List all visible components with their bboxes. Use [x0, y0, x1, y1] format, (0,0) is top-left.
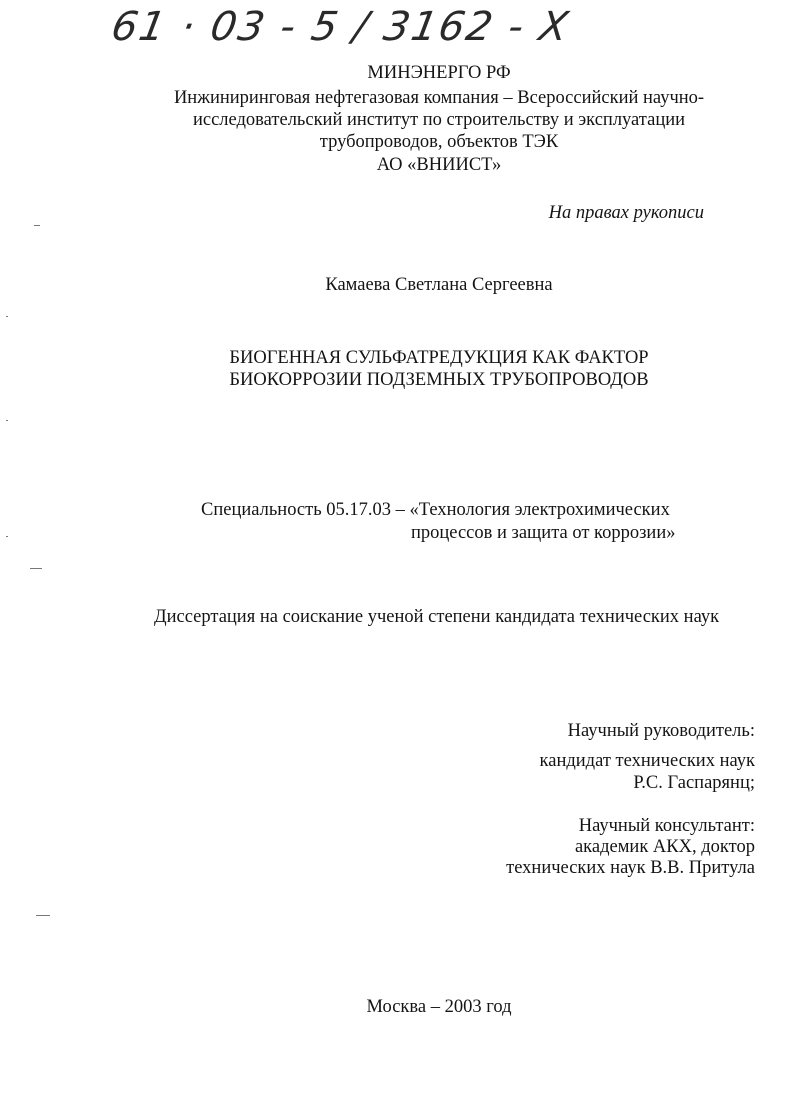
specialty-line-2: процессов и защита от коррозии»: [411, 523, 676, 543]
consultant-name: технических наук В.В. Притула: [506, 858, 755, 878]
handwritten-archive-number: 61 · 03 - 5 / 3162 - X: [107, 4, 574, 50]
supervisor-degree: кандидат технических наук: [539, 751, 755, 771]
author-name: Камаева Светлана Сергеевна: [325, 275, 553, 295]
supervisor-name: Р.С. Гаспарянц;: [633, 773, 755, 793]
scan-speck: [6, 316, 8, 317]
scan-speck: [30, 568, 42, 569]
ministry-name: МИНЭНЕРГО РФ: [367, 63, 511, 83]
organization-short-name: АО «ВНИИСТ»: [376, 155, 502, 175]
organization-line-2: исследовательский институт по строительству и эксплуатации: [192, 110, 686, 130]
dissertation-title-line-1: БИОГЕННАЯ СУЛЬФАТРЕДУКЦИЯ КАК ФАКТОР: [229, 348, 649, 368]
scan-speck: [36, 915, 50, 916]
degree-statement: Диссертация на соискание ученой степени кандидата технических наук: [154, 607, 720, 627]
scan-speck: [34, 225, 40, 226]
rights-note: На правах рукописи: [548, 203, 704, 223]
specialty-line-1: Специальность 05.17.03 – «Технология электрохимических: [201, 500, 670, 520]
supervisor-label: Научный руководитель:: [567, 721, 755, 741]
scan-speck: [6, 420, 8, 421]
city-year: Москва – 2003 год: [366, 997, 512, 1017]
organization-line-3: трубопроводов, объектов ТЭК: [319, 132, 559, 152]
consultant-title: академик АКХ, доктор: [574, 837, 755, 857]
consultant-label: Научный консультант:: [578, 816, 755, 836]
organization-line-1: Инжиниринговая нефтегазовая компания – Всероссийский научно-: [173, 88, 705, 108]
scan-speck: [6, 536, 8, 537]
dissertation-title-line-2: БИОКОРРОЗИИ ПОДЗЕМНЫХ ТРУБОПРОВОДОВ: [229, 370, 649, 390]
